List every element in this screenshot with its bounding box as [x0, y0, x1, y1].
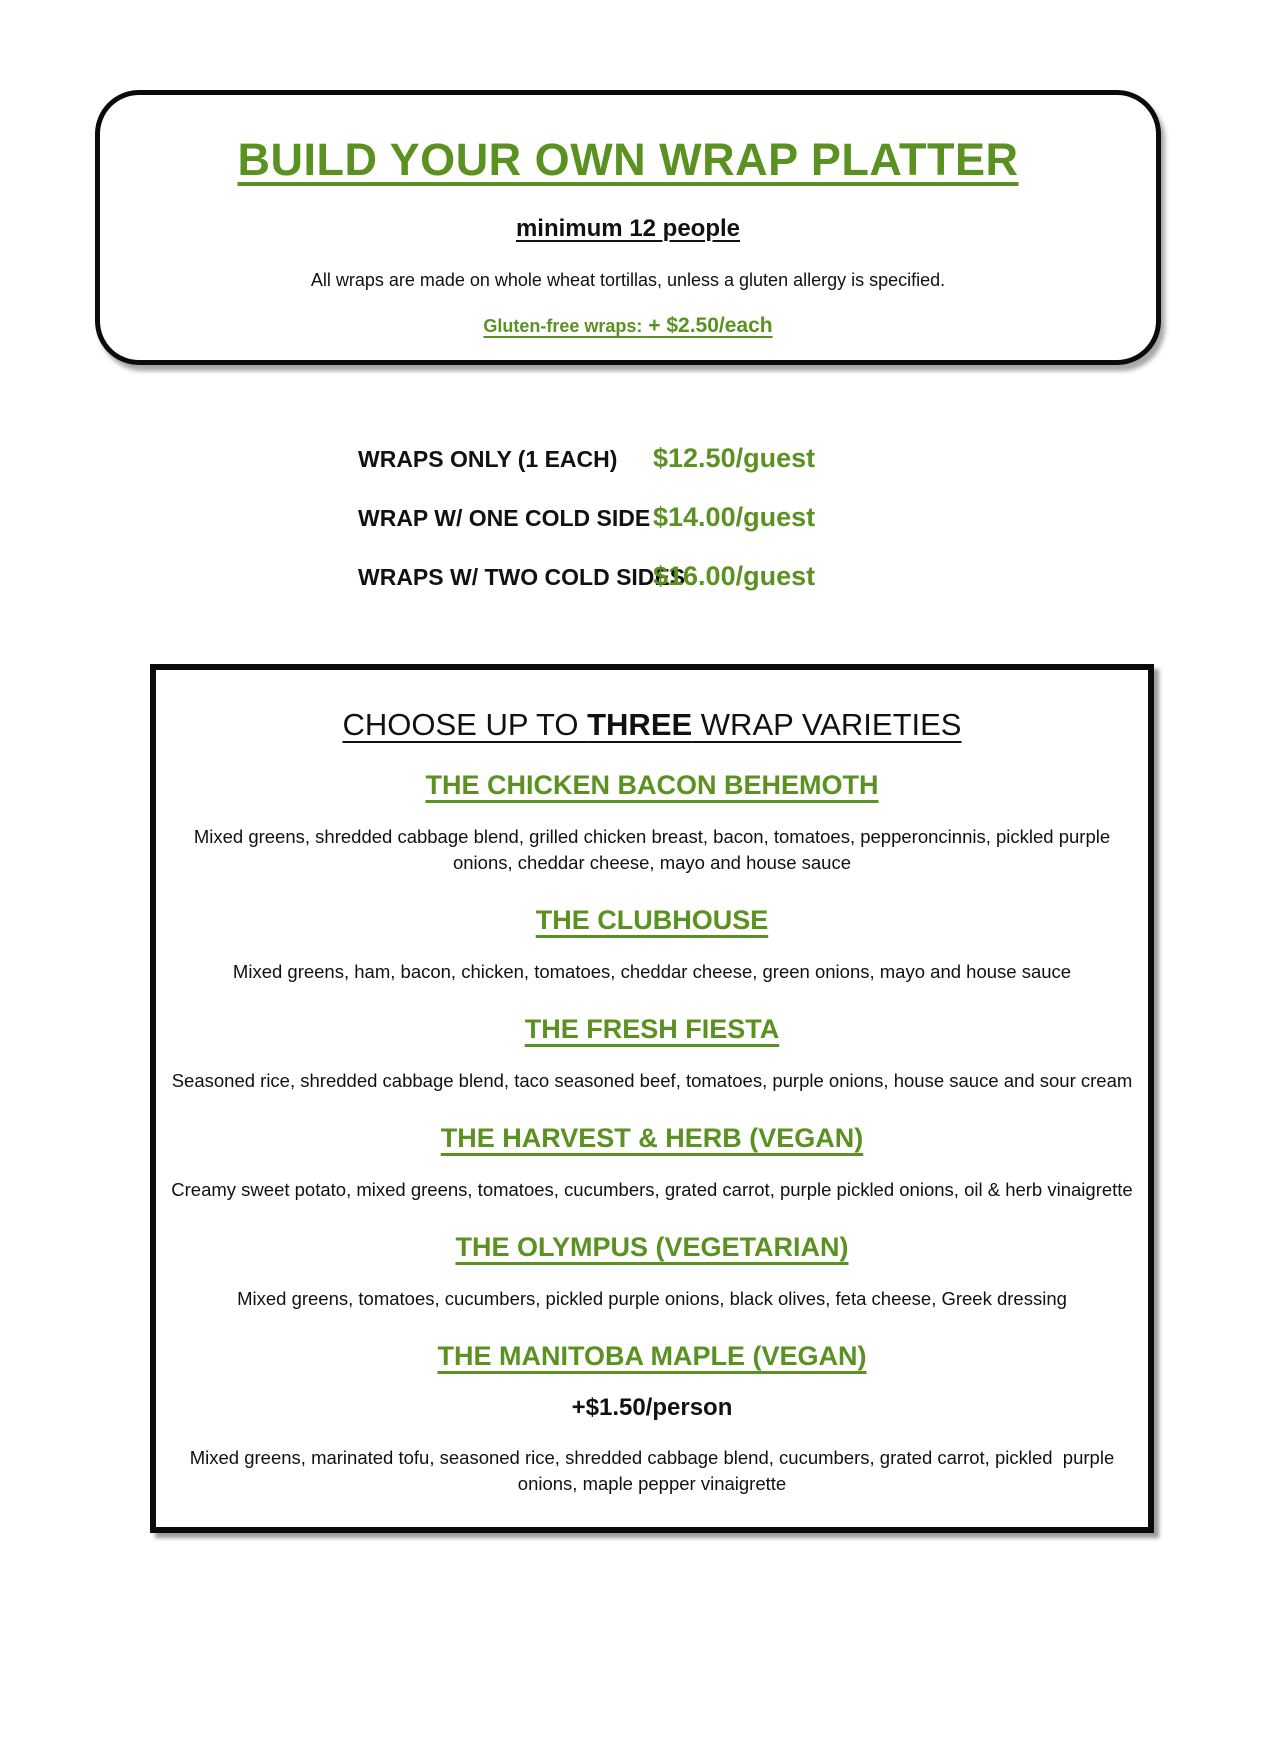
gluten-free-note [124, 314, 1132, 338]
pricing-label: WRAP W/ ONE COLD SIDE [358, 504, 651, 531]
pricing-price: $12.50/guest [653, 442, 816, 473]
varieties-box [150, 664, 1154, 1533]
page-title: BUILD YOUR OWN WRAP PLATTER [237, 134, 1019, 185]
menu-item [162, 1342, 1142, 1497]
item-description-line: Mixed greens, tomatoes, cucumbers, pickled purple onions, black olives, feta cheese, Greek dressing [237, 1287, 1067, 1309]
varieties-heading-pre: CHOOSE UP TO [342, 706, 588, 742]
menu-item [162, 906, 1142, 985]
item-name: THE CHICKEN BACON BEHEMOTH [425, 769, 879, 800]
item-description-line: onions, cheddar cheese, mayo and house sauce [452, 851, 852, 873]
varieties-heading-post: WRAP VARIETIES [692, 706, 962, 742]
item-description-line: Mixed greens, marinated tofu, seasoned rice, shredded cabbage blend, cucumbers, grated carrot, pickled purple [189, 1446, 1115, 1468]
item-name: THE HARVEST & HERB (VEGAN) [440, 1122, 864, 1153]
item-description-line: Seasoned rice, shredded cabbage blend, taco seasoned beef, tomatoes, purple onions, house sauce and sour cream [171, 1069, 1133, 1091]
menu-item [162, 1124, 1142, 1203]
header-box [95, 90, 1161, 365]
menu-item [162, 771, 1142, 876]
varieties-heading-emph: THREE [587, 706, 693, 742]
item-name: THE CLUBHOUSE [535, 904, 769, 935]
item-description-line: Creamy sweet potato, mixed greens, tomatoes, cucumbers, grated carrot, purple pickled onions, oil & herb vinaigrette [171, 1178, 1133, 1200]
pricing-section [358, 443, 1275, 592]
item-description-line: Mixed greens, ham, bacon, chicken, tomatoes, cheddar cheese, green onions, mayo and house sauce [232, 960, 1072, 982]
item-surcharge: +$1.50/person [571, 1393, 733, 1421]
item-name: THE MANITOBA MAPLE (VEGAN) [437, 1340, 867, 1371]
item-name: THE OLYMPUS (VEGETARIAN) [455, 1231, 849, 1262]
gluten-free-label: Gluten-free wraps: [483, 315, 643, 336]
item-description-line: Mixed greens, shredded cabbage blend, grilled chicken breast, bacon, tomatoes, pepperoncinnis, pickled purple [193, 825, 1111, 847]
menu-item [162, 1233, 1142, 1312]
page [0, 90, 1275, 1740]
menu-item [162, 1015, 1142, 1094]
pricing-label: WRAPS W/ TWO COLD SIDES [358, 563, 686, 590]
tortilla-note: All wraps are made on whole wheat tortillas, unless a gluten allergy is specified. [310, 269, 946, 290]
pricing-price: $16.00/guest [653, 560, 816, 591]
gluten-free-price: + $2.50/each [642, 313, 773, 337]
pricing-label: WRAPS ONLY (1 EACH) [358, 445, 618, 472]
minimum-people-note: minimum 12 people [515, 214, 741, 242]
varieties-heading [162, 708, 1142, 741]
item-description-line: onions, maple pepper vinaigrette [517, 1472, 787, 1494]
pricing-price: $14.00/guest [653, 501, 816, 532]
item-name: THE FRESH FIESTA [524, 1013, 780, 1044]
